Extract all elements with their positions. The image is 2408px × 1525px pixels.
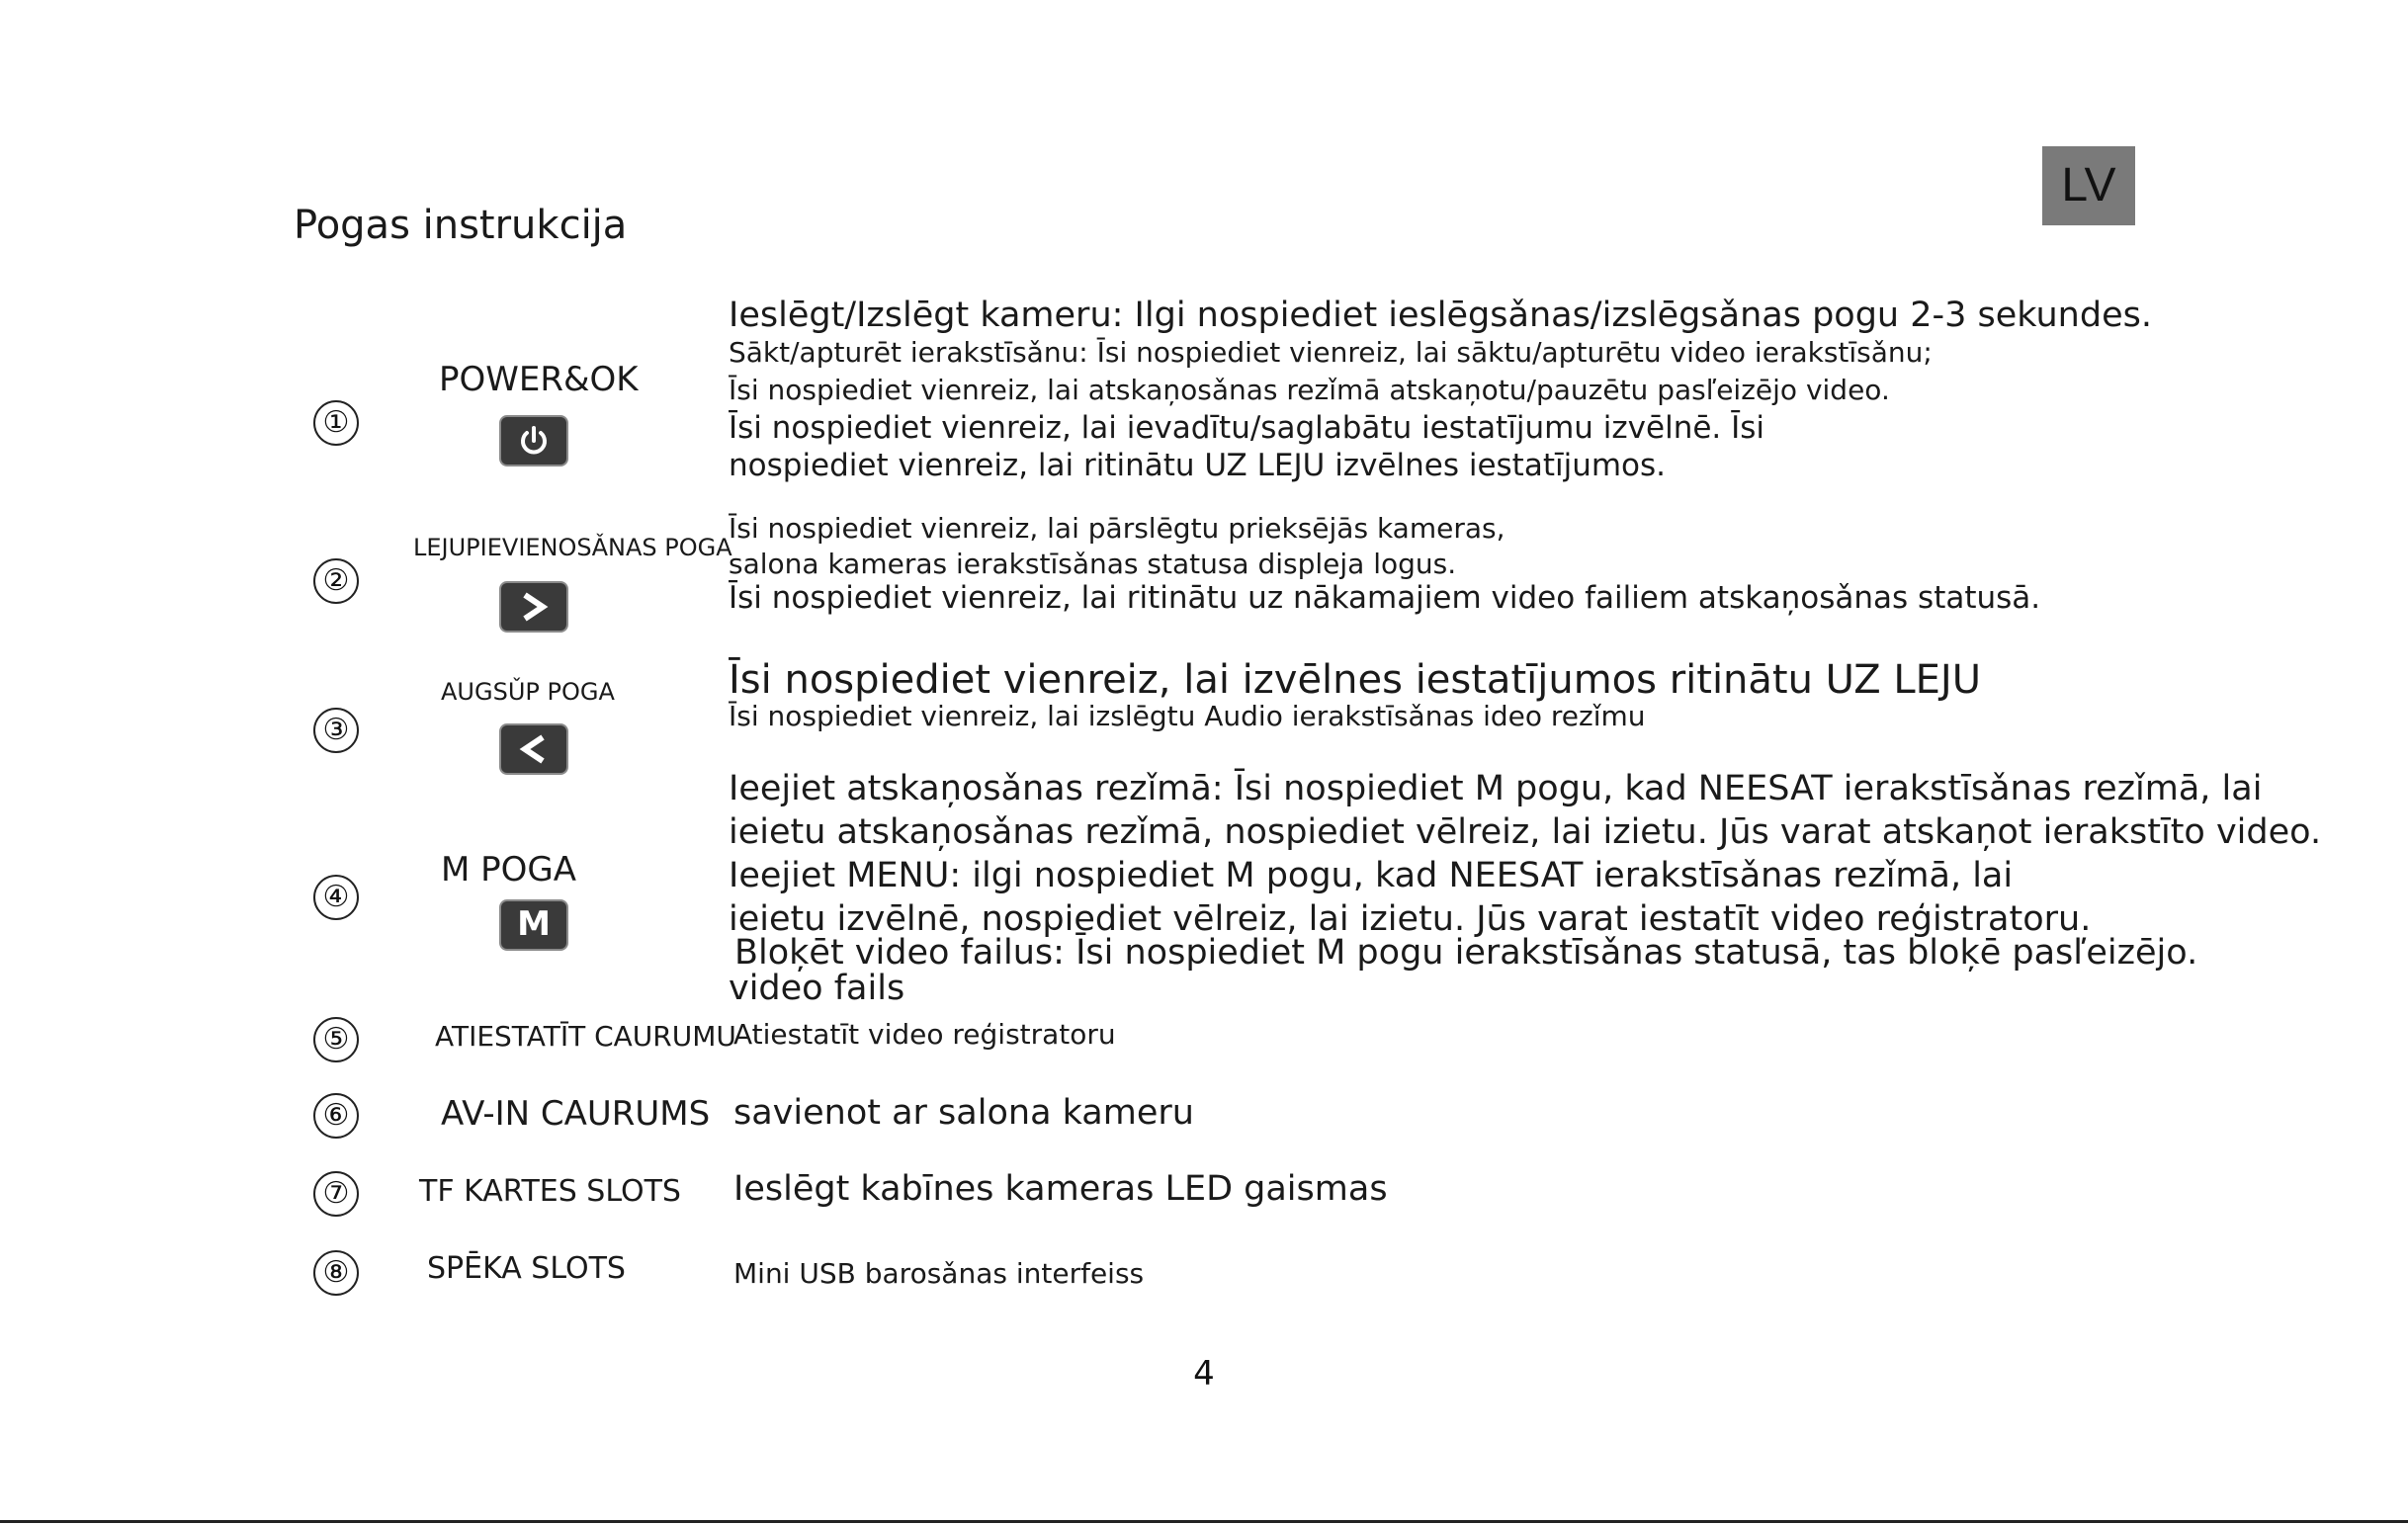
button-label-reset: ATIESTATĪT CAURUMU bbox=[435, 1020, 736, 1053]
page-title: Pogas instrukcija bbox=[294, 203, 628, 248]
description-line: Īsi nospiediet vienreiz, lai ievadītu/saglabātu iestatījumu izvēlnē. Īsi bbox=[729, 410, 1765, 446]
description-line: video fails bbox=[729, 969, 905, 1008]
row-number-8: ⑧ bbox=[313, 1250, 359, 1296]
description-line: savienot ar salona kameru bbox=[733, 1093, 1194, 1133]
button-label-m: M POGA bbox=[441, 850, 577, 890]
description-line: ieietu izvēlnē, nospiediet vēlreiz, lai izietu. Jūs varat iestatīt video reģistratoru. bbox=[729, 899, 2092, 939]
row-number-5: ⑤ bbox=[313, 1017, 359, 1062]
power-icon bbox=[499, 415, 568, 466]
row-number-6: ⑥ bbox=[313, 1093, 359, 1139]
description-line: Īsi nospiediet vienreiz, lai pārslēgtu prieksējās kameras, bbox=[729, 512, 1505, 545]
bottom-divider bbox=[0, 1520, 2408, 1523]
description-line: Sākt/apturēt ierakstīsǎnu: Īsi nospiediet vienreiz, lai sāktu/apturētu video ierakstīsǎnu; bbox=[729, 336, 1933, 369]
description-line: Īsi nospiediet vienreiz, lai izvēlnes iestatījumos ritinātu UZ LEJU bbox=[729, 657, 1981, 703]
button-label-power-ok: POWER&OK bbox=[439, 360, 639, 399]
button-label-up: AUGSǓP POGA bbox=[441, 678, 615, 706]
chevron-right-icon bbox=[499, 581, 568, 633]
description-line: Bloķēt video failus: Īsi nospiediet M pogu ierakstīsǎnas statusā, tas bloķē pasľeizējo. bbox=[734, 933, 2198, 973]
description-line: Atiestatīt video reģistratoru bbox=[733, 1018, 1116, 1051]
description-line: Īsi nospiediet vienreiz, lai atskaņosǎnas rezǐmā atskaņotu/pauzētu pasľeizējo video. bbox=[729, 374, 1890, 406]
button-label-power-slot: SPĒKA SLOTS bbox=[427, 1251, 626, 1286]
description-line: ieietu atskaņosǎnas rezǐmā, nospiediet vēlreiz, lai izietu. Jūs varat atskaņot ierakstīto video. bbox=[729, 812, 2322, 852]
description-line: Ieejiet atskaņosǎnas rezǐmā: Īsi nospiediet M pogu, kad NEESAT ierakstīsǎnas rezǐmā, lai bbox=[729, 769, 2263, 808]
description-line: nospiediet vienreiz, lai ritinātu UZ LEJU izvēlnes iestatījumos. bbox=[729, 448, 1667, 483]
description-line: Īsi nospiediet vienreiz, lai ritinātu uz nākamajiem video failiem atskaņosǎnas statusā. bbox=[729, 580, 2041, 616]
language-badge: LV bbox=[2042, 146, 2135, 225]
chevron-left-icon bbox=[499, 723, 568, 775]
description-line: Ieslēgt/Izslēgt kameru: Ilgi nospiediet ieslēgsǎnas/izslēgsǎnas pogu 2-3 sekundes. bbox=[729, 296, 2152, 335]
row-number-2: ② bbox=[313, 558, 359, 604]
row-number-4: ④ bbox=[313, 875, 359, 920]
row-number-3: ③ bbox=[313, 708, 359, 753]
description-line: Ieejiet MENU: ilgi nospiediet M pogu, kad NEESAT ierakstīsǎnas rezǐmā, lai bbox=[729, 856, 2014, 895]
m-letter-icon: M bbox=[499, 899, 568, 951]
description-line: salona kameras ierakstīsǎnas statusa displeja logus. bbox=[729, 548, 1457, 580]
row-number-7: ⑦ bbox=[313, 1171, 359, 1217]
description-line: Mini USB barosǎnas interfeiss bbox=[733, 1257, 1145, 1290]
row-number-1: ① bbox=[313, 400, 359, 446]
page-number: 4 bbox=[1193, 1354, 1215, 1394]
description-line: Ieslēgt kabīnes kameras LED gaismas bbox=[733, 1169, 1388, 1209]
description-line: Īsi nospiediet vienreiz, lai izslēgtu Audio ierakstīsǎnas ideo rezǐmu bbox=[729, 700, 1646, 732]
button-label-down: LEJUPIEVIENOSǍNAS POGA bbox=[413, 534, 732, 561]
button-label-tf-card: TF KARTES SLOTS bbox=[419, 1174, 681, 1209]
button-label-av-in: AV-IN CAURUMS bbox=[441, 1094, 711, 1134]
